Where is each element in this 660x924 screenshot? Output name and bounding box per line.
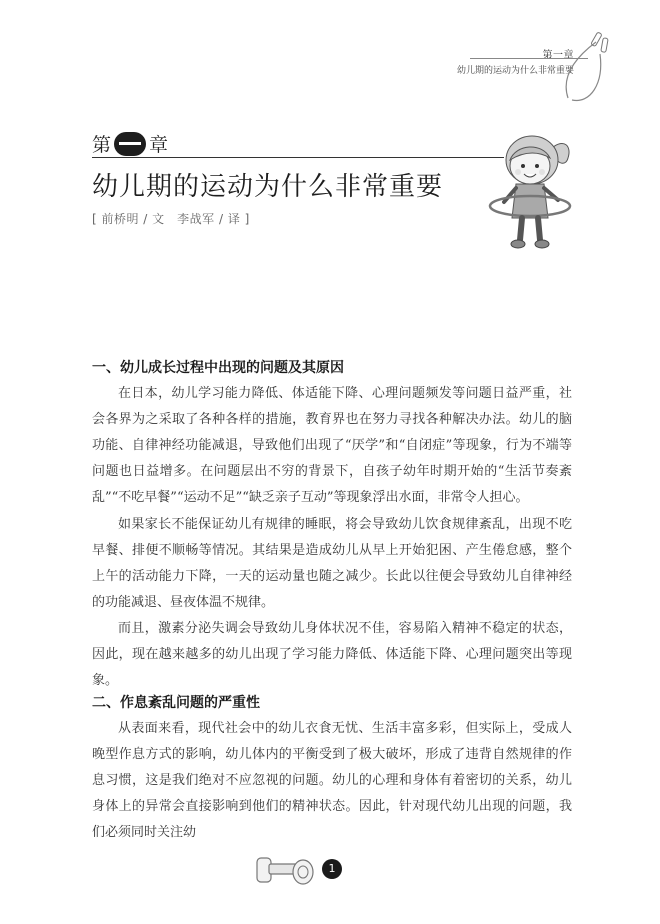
byline: [ 前桥明 / 文 李战军 / 译 ] [92,212,250,226]
chapter-title-divider [92,157,504,158]
running-header-chapter: 第一章 [542,50,574,61]
chapter-title: 幼儿期的运动为什么非常重要 [92,172,444,202]
girl-hula-hoop-illustration [480,126,590,254]
page-number: 1 [322,859,342,879]
chapter-label [92,130,168,157]
chapter-number [119,142,141,145]
body-paragraph: 在日本，幼儿学习能力降低、体适能下降、心理问题频发等问题日益严重，社会各界为之采取了各种各样的措施，教育界也在努力寻找各种解决办法。幼儿的脑功能、自律神经功能减退，导致他们出现了“厌学”和“自闭症”等现象，行为不端等问题也日益增多。在问题层出不穷的背景下，自孩子幼年时期开始的“生活节奏紊乱”“不吃早餐”“运动不足”“缺乏亲子互动”等现象浮出水面，非常令人担心。 [92,386,572,505]
body-paragraph: 而且，激素分泌失调会导致幼儿身体状况不佳，容易陷入精神不稳定的状态，因此，现在越来越多的幼儿出现了学习能力降低、体适能下降、心理问题突出等现象。 [92,621,572,688]
jump-rope-decoration [560,24,620,104]
section-heading: 一、幼儿成长过程中出现的问题及其原因 [92,360,344,376]
section-heading: 二、作息紊乱问题的严重性 [92,695,260,711]
body-paragraph: 从表面来看，现代社会中的幼儿衣食无忧、生活丰富多彩，但实际上，受成人晚型作息方式的影响，幼儿体内的平衡受到了极大破坏，形成了违背自然规律的作息习惯，这是我们绝对不应忽视的问题。幼儿的心理和身体有着密切的关系，幼儿身体上的异常会直接影响到他们的精神状态。因此，针对现代幼儿出现的问题，我们必须同时关注幼 [92,721,572,840]
dumbbell-decoration [255,852,319,888]
body-paragraph: 如果家长不能保证幼儿有规律的睡眠，将会导致幼儿饮食规律紊乱，出现不吃早餐、排便不顺畅等情况。其结果是造成幼儿从早上开始犯困、产生倦怠感，整个上午的活动能力下降，一天的运动量也随之减少。长此以往便会导致幼儿自律神经的功能减退、昼夜体温不规律。 [92,517,572,610]
chapter-prefix: 第 [92,134,112,156]
running-header [457,46,574,76]
chapter-suffix: 章 [149,134,169,156]
running-header-title: 幼儿期的运动为什么非常重要 [456,66,574,76]
chapter-number-badge [114,132,146,156]
